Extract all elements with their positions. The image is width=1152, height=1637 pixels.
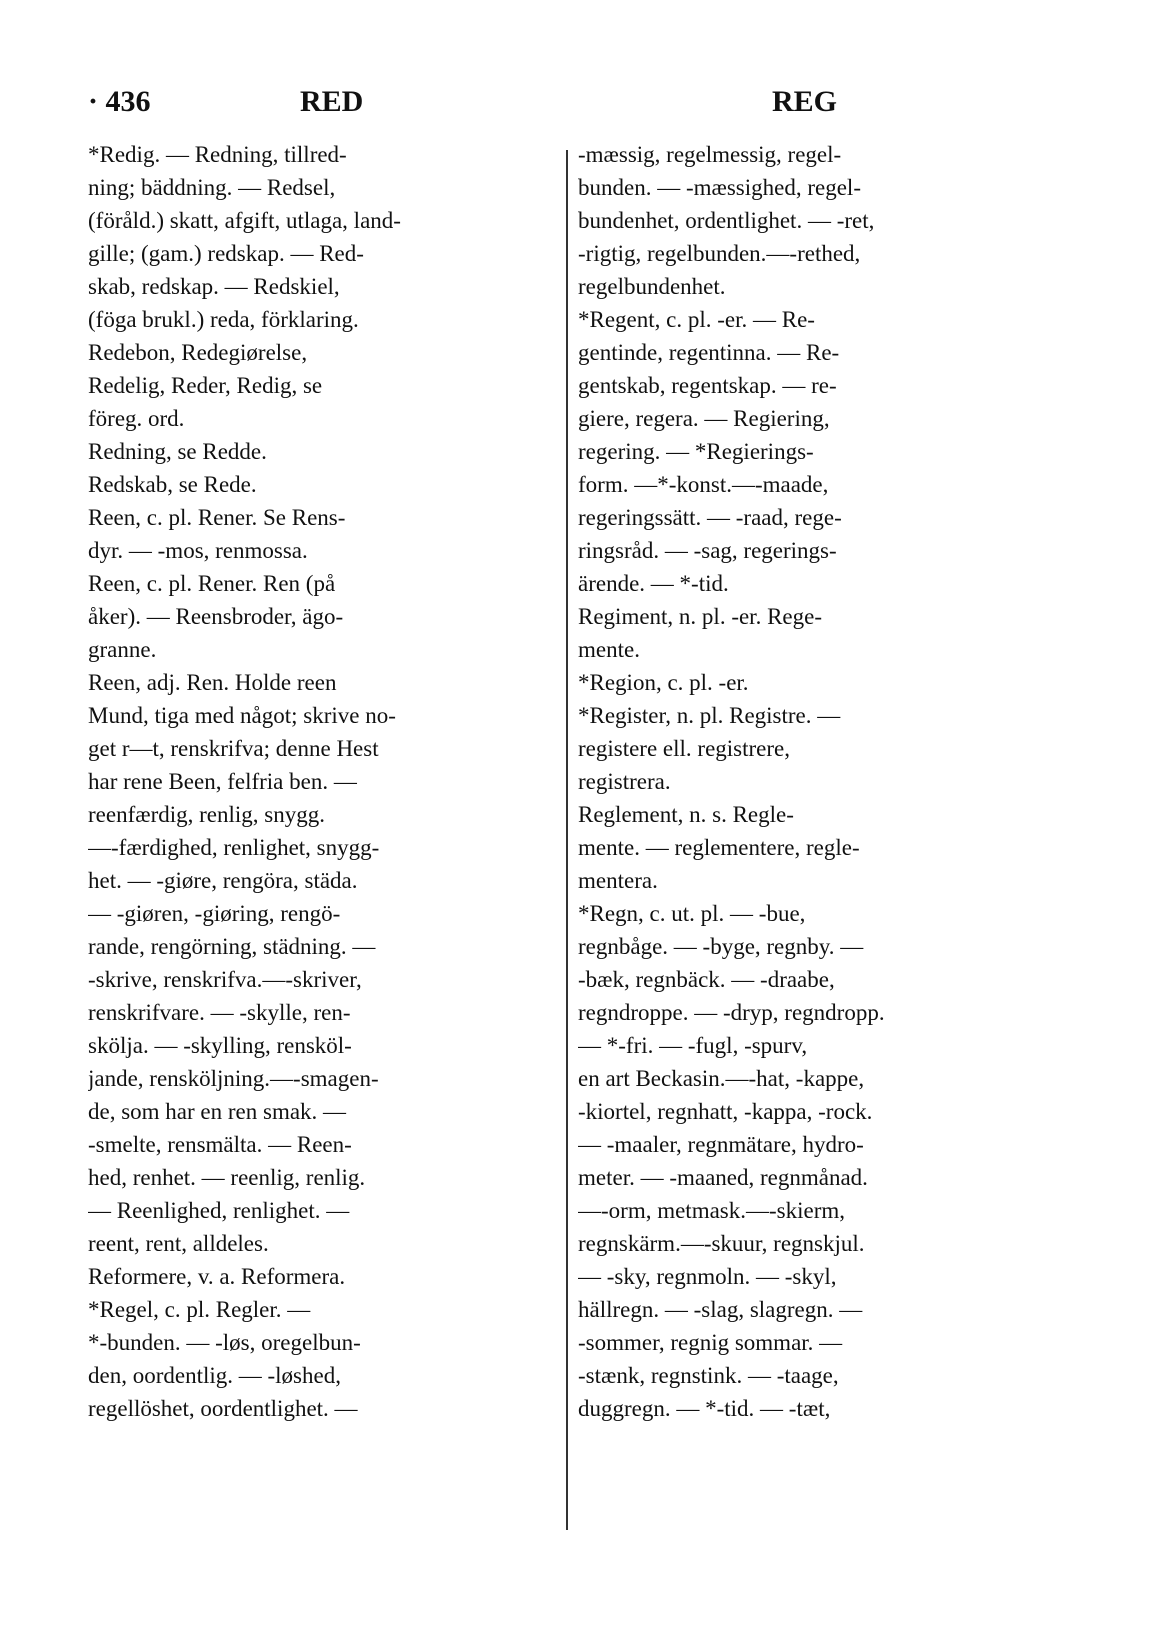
left-guide-word: RED xyxy=(300,85,364,118)
text-line: meter. — -maaned, regnmånad. xyxy=(578,1165,868,1190)
text-line: regnskärm.—-skuur, regnskjul. xyxy=(578,1231,865,1256)
text-line: —-færdighed, renlighet, snygg- xyxy=(88,835,380,860)
right-column xyxy=(578,138,1048,1425)
text-line: mente. — reglementere, regle- xyxy=(578,835,860,860)
text-line: regelbundenhet. xyxy=(578,274,726,299)
text-line: regering. — *Regierings- xyxy=(578,439,814,464)
text-line: har rene Been, felfria ben. — xyxy=(88,769,357,794)
text-line: -mæssig, regelmessig, regel- xyxy=(578,142,842,167)
text-line: -stænk, regnstink. — -taage, xyxy=(578,1363,839,1388)
text-line: granne. xyxy=(88,637,157,662)
text-line: Redskab, se Rede. xyxy=(88,472,257,497)
text-line: — -sky, regnmoln. — -skyl, xyxy=(578,1264,837,1289)
text-line: *Register, n. pl. Registre. — xyxy=(578,703,841,728)
text-line: föreg. ord. xyxy=(88,406,185,431)
text-line: jande, rensköljning.—-smagen- xyxy=(88,1066,379,1091)
text-line: -smelte, rensmälta. — Reen- xyxy=(88,1132,352,1157)
text-line: *Region, c. pl. -er. xyxy=(578,670,749,695)
text-line: mentera. xyxy=(578,868,658,893)
text-line: *Redig. — Redning, tillred- xyxy=(88,142,347,167)
text-line: dyr. — -mos, renmossa. xyxy=(88,538,308,563)
text-line: get r—t, renskrifva; denne Hest xyxy=(88,736,379,761)
text-line: form. —*-konst.—-maade, xyxy=(578,472,829,497)
text-line: *Regent, c. pl. -er. — Re- xyxy=(578,307,815,332)
text-line: Redning, se Redde. xyxy=(88,439,267,464)
text-line: — Reenlighed, renlighet. — xyxy=(88,1198,350,1223)
text-line: Redelig, Reder, Redig, se xyxy=(88,373,323,398)
text-line: -kiortel, regnhatt, -kappa, -rock. xyxy=(578,1099,873,1124)
text-line: Redebon, Redegiørelse, xyxy=(88,340,308,365)
text-line: ning; bäddning. — Redsel, xyxy=(88,175,336,200)
text-line: Reformere, v. a. Reformera. xyxy=(88,1264,346,1289)
text-line: (föråld.) skatt, afgift, utlaga, land- xyxy=(88,208,401,233)
text-line: bunden. — -mæssighed, regel- xyxy=(578,175,861,200)
text-line: Reen, adj. Ren. Holde reen xyxy=(88,670,337,695)
right-guide-word: REG xyxy=(772,85,838,118)
text-line: de, som har en ren smak. — xyxy=(88,1099,347,1124)
text-line: Reglement, n. s. Regle- xyxy=(578,802,794,827)
text-line: Reen, c. pl. Rener. Se Rens- xyxy=(88,505,346,530)
text-line: Mund, tiga med något; skrive no- xyxy=(88,703,396,728)
text-line: gentskab, regentskap. — re- xyxy=(578,373,837,398)
text-line: reent, rent, alldeles. xyxy=(88,1231,269,1256)
text-line: -sommer, regnig sommar. — xyxy=(578,1330,843,1355)
text-line: registrera. xyxy=(578,769,671,794)
column-divider xyxy=(566,150,568,1530)
text-line: mente. xyxy=(578,637,640,662)
text-line: renskrifvare. — -skylle, ren- xyxy=(88,1000,351,1025)
text-line: hällregn. — -slag, slagregn. — xyxy=(578,1297,863,1322)
text-line: reenfærdig, renlig, snygg. xyxy=(88,802,325,827)
text-line: en art Beckasin.—-hat, -kappe, xyxy=(578,1066,865,1091)
text-line: ärende. — *-tid. xyxy=(578,571,729,596)
text-line: duggregn. — *-tid. — -tæt, xyxy=(578,1396,831,1421)
text-line: ringsråd. — -sag, regerings- xyxy=(578,538,837,563)
text-line: — *-fri. — -fugl, -spurv, xyxy=(578,1033,808,1058)
text-line: het. — -giøre, rengöra, städa. xyxy=(88,868,358,893)
text-line: gille; (gam.) redskap. — Red- xyxy=(88,241,364,266)
text-line: —-orm, metmask.—-skierm, xyxy=(578,1198,846,1223)
text-line: bundenhet, ordentlighet. — -ret, xyxy=(578,208,875,233)
text-line: -bæk, regnbäck. — -draabe, xyxy=(578,967,835,992)
running-header xyxy=(0,85,1152,135)
text-line: Regiment, n. pl. -er. Rege- xyxy=(578,604,822,629)
text-line: giere, regera. — Regiering, xyxy=(578,406,830,431)
text-line: regndroppe. — -dryp, regndropp. xyxy=(578,1000,885,1025)
text-line: åker). — Reensbroder, ägo- xyxy=(88,604,344,629)
text-line: -rigtig, regelbunden.—-rethed, xyxy=(578,241,861,266)
left-column xyxy=(88,138,550,1425)
text-line: — -giøren, -giøring, rengö- xyxy=(88,901,341,926)
text-line: den, oordentlig. — -løshed, xyxy=(88,1363,341,1388)
text-line: Reen, c. pl. Rener. Ren (på xyxy=(88,571,336,596)
text-line: *Regel, c. pl. Regler. — xyxy=(88,1297,311,1322)
text-line: — -maaler, regnmätare, hydro- xyxy=(578,1132,864,1157)
text-line: skab, redskap. — Redskiel, xyxy=(88,274,340,299)
text-line: registere ell. registrere, xyxy=(578,736,790,761)
text-line: regellöshet, oordentlighet. — xyxy=(88,1396,358,1421)
text-line: -skrive, renskrifva.—-skriver, xyxy=(88,967,362,992)
text-line: *Regn, c. ut. pl. — -bue, xyxy=(578,901,806,926)
text-line: regeringssätt. — -raad, rege- xyxy=(578,505,842,530)
text-line: skölja. — -skylling, rensköl- xyxy=(88,1033,352,1058)
page-number: · 436 xyxy=(88,85,151,118)
text-line: hed, renhet. — reenlig, renlig. xyxy=(88,1165,366,1190)
text-line: gentinde, regentinna. — Re- xyxy=(578,340,840,365)
text-line: (föga brukl.) reda, förklaring. xyxy=(88,307,359,332)
text-line: *-bunden. — -løs, oregelbun- xyxy=(88,1330,361,1355)
text-line: regnbåge. — -byge, regnby. — xyxy=(578,934,864,959)
text-line: rande, rengörning, städning. — xyxy=(88,934,376,959)
